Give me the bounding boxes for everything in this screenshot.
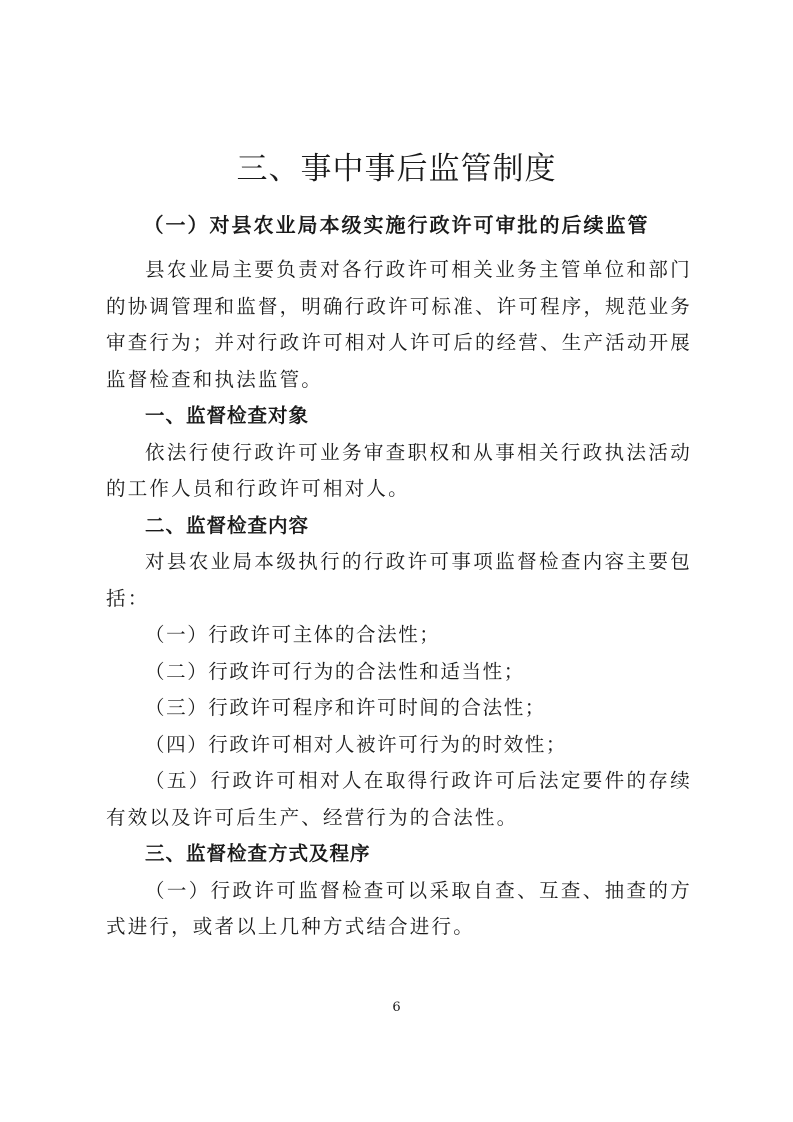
section-subtitle: （一）对县农业局本级实施行政许可审批的后续监管	[143, 213, 650, 237]
document-body	[106, 252, 692, 946]
paragraph-inspection-methods: （一）行政许可监督检查可以采取自查、互查、抽查的方式进行，或者以上几种方式结合进行。	[106, 878, 692, 938]
heading-inspection-objects: 一、监督检查对象	[145, 404, 310, 427]
page-title: 三、事中事后监管制度	[236, 151, 557, 187]
list-item: （三）行政许可程序和许可时间的合法性；	[145, 696, 546, 719]
list-item: （四）行政许可相对人被许可行为的时效性；	[145, 732, 568, 756]
intro-paragraph: 县农业局主要负责对各行政许可相关业务主管单位和部门的协调管理和监督，明确行政许可标准、许可程序，规范业务审查行为；并对行政许可相对人许可后的经营、生产活动开展监督检查和执法监管。	[106, 258, 692, 391]
page-number: 6	[392, 1000, 401, 1015]
heading-inspection-methods: 三、监督检查方式及程序	[145, 842, 371, 865]
paragraph-inspection-objects: 依法行使行政许可业务审查职权和从事相关行政执法活动的工作人员和行政许可相对人。	[106, 440, 692, 500]
paragraph-inspection-content: 对县农业局本级执行的行政许可事项监督检查内容主要包括：	[106, 550, 692, 610]
list-item: （五）行政许可相对人在取得行政许可后法定要件的存续有效以及许可后生产、经营行为的合法性。	[106, 769, 692, 829]
list-item: （二）行政许可行为的合法性和适当性；	[145, 659, 525, 683]
list-item: （一）行政许可主体的合法性；	[145, 623, 441, 646]
heading-inspection-content: 二、监督检查内容	[145, 513, 310, 537]
